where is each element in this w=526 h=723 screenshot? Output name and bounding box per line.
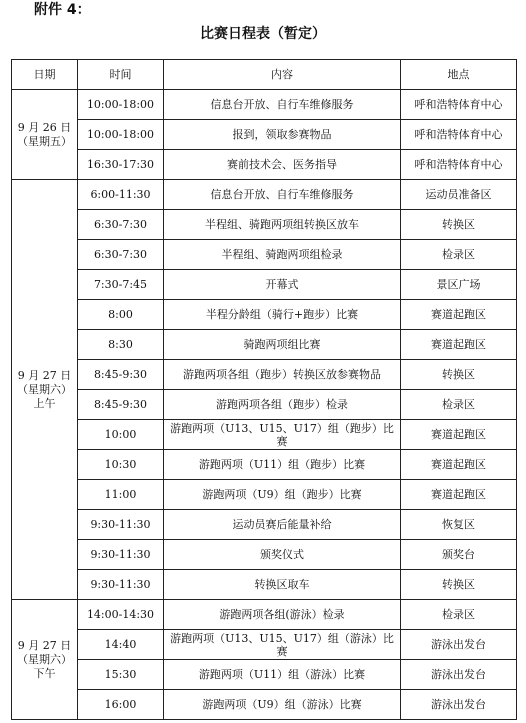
content-cell: 游跑两项（U11）组（游泳）比赛 [164, 660, 401, 690]
content-cell: 开幕式 [164, 270, 401, 300]
location-cell: 转换区 [401, 210, 517, 240]
location-cell: 景区广场 [401, 270, 517, 300]
content-cell: 半程分龄组（骑行+跑步）比赛 [164, 300, 401, 330]
time-cell: 8:00 [78, 300, 164, 330]
location-cell: 呼和浩特体育中心 [401, 120, 517, 150]
time-cell: 16:00 [78, 690, 164, 720]
table-row [12, 240, 517, 270]
location-cell: 赛道起跑区 [401, 330, 517, 360]
content-cell: 半程组、骑跑两项组检录 [164, 240, 401, 270]
content-cell: 半程组、骑跑两项组转换区放车 [164, 210, 401, 240]
location-cell: 检录区 [401, 390, 517, 420]
content-cell: 游跑两项（U11）组（跑步）比赛 [164, 450, 401, 480]
table-row [12, 630, 517, 660]
content-cell: 运动员赛后能量补给 [164, 510, 401, 540]
location-cell: 恢复区 [401, 510, 517, 540]
location-cell: 游泳出发台 [401, 660, 517, 690]
content-cell: 骑跑两项组比赛 [164, 330, 401, 360]
location-cell: 检录区 [401, 600, 517, 630]
time-cell: 6:00-11:30 [78, 180, 164, 210]
content-cell: 信息台开放、自行车维修服务 [164, 180, 401, 210]
table-row [12, 480, 517, 510]
location-cell: 呼和浩特体育中心 [401, 90, 517, 120]
content-cell: 游跑两项各组(游泳）检录 [164, 600, 401, 630]
location-cell: 赛道起跑区 [401, 450, 517, 480]
table-row [12, 120, 517, 150]
time-cell: 6:30-7:30 [78, 210, 164, 240]
content-cell: 游跑两项（U9）组（跑步）比赛 [164, 480, 401, 510]
time-cell: 8:45-9:30 [78, 390, 164, 420]
time-cell: 10:00-18:00 [78, 90, 164, 120]
date-cell: 9 月 27 日（星期六）下午 [12, 600, 78, 720]
content-cell: 转换区取车 [164, 570, 401, 600]
date-cell: 9 月 26 日（星期五） [12, 90, 78, 180]
time-cell: 16:30-17:30 [78, 150, 164, 180]
content-cell: 游跑两项各组（跑步）检录 [164, 390, 401, 420]
table-row [12, 360, 517, 390]
content-cell: 报到，领取参赛物品 [164, 120, 401, 150]
time-cell: 10:00 [78, 420, 164, 450]
table-row [12, 570, 517, 600]
annex-label: 附件 4： [34, 2, 91, 18]
location-cell: 游泳出发台 [401, 690, 517, 720]
location-cell: 赛道起跑区 [401, 480, 517, 510]
time-cell: 7:30-7:45 [78, 270, 164, 300]
content-cell: 游跑两项（U9）组（游泳）比赛 [164, 690, 401, 720]
header-content: 内容 [164, 60, 401, 90]
table-row [12, 690, 517, 720]
document-title: 比赛日程表（暂定） [200, 26, 326, 42]
content-cell: 赛前技术会、医务指导 [164, 150, 401, 180]
location-cell: 赛道起跑区 [401, 300, 517, 330]
table-row [12, 270, 517, 300]
schedule-body [12, 90, 517, 720]
location-cell: 游泳出发台 [401, 630, 517, 660]
location-cell: 赛道起跑区 [401, 420, 517, 450]
table-row [12, 660, 517, 690]
content-cell: 游跑两项各组（跑步）转换区放参赛物品 [164, 360, 401, 390]
time-cell: 11:00 [78, 480, 164, 510]
table-row [12, 150, 517, 180]
table-row [12, 600, 517, 630]
header-location: 地点 [401, 60, 517, 90]
header-date: 日期 [12, 60, 78, 90]
time-cell: 8:45-9:30 [78, 360, 164, 390]
content-cell: 游跑两项（U13、U15、U17）组（跑步）比赛 [164, 420, 401, 450]
time-cell: 14:40 [78, 630, 164, 660]
schedule-table [11, 59, 517, 720]
content-cell: 颁奖仪式 [164, 540, 401, 570]
table-row [12, 540, 517, 570]
time-cell: 9:30-11:30 [78, 540, 164, 570]
content-cell: 信息台开放、自行车维修服务 [164, 90, 401, 120]
location-cell: 运动员准备区 [401, 180, 517, 210]
table-row [12, 330, 517, 360]
date-cell: 9 月 27 日（星期六）上午 [12, 180, 78, 600]
table-row [12, 510, 517, 540]
header-row [12, 60, 517, 90]
content-cell: 游跑两项（U13、U15、U17）组（游泳）比赛 [164, 630, 401, 660]
table-row [12, 450, 517, 480]
table-row [12, 210, 517, 240]
location-cell: 呼和浩特体育中心 [401, 150, 517, 180]
table-row [12, 180, 517, 210]
time-cell: 10:00-18:00 [78, 120, 164, 150]
location-cell: 颁奖台 [401, 540, 517, 570]
location-cell: 检录区 [401, 240, 517, 270]
location-cell: 转换区 [401, 360, 517, 390]
table-row [12, 420, 517, 450]
table-row [12, 300, 517, 330]
time-cell: 15:30 [78, 660, 164, 690]
time-cell: 6:30-7:30 [78, 240, 164, 270]
table-row [12, 390, 517, 420]
time-cell: 9:30-11:30 [78, 570, 164, 600]
time-cell: 8:30 [78, 330, 164, 360]
table-row [12, 90, 517, 120]
time-cell: 10:30 [78, 450, 164, 480]
header-time: 时间 [78, 60, 164, 90]
time-cell: 14:00-14:30 [78, 600, 164, 630]
time-cell: 9:30-11:30 [78, 510, 164, 540]
location-cell: 转换区 [401, 570, 517, 600]
